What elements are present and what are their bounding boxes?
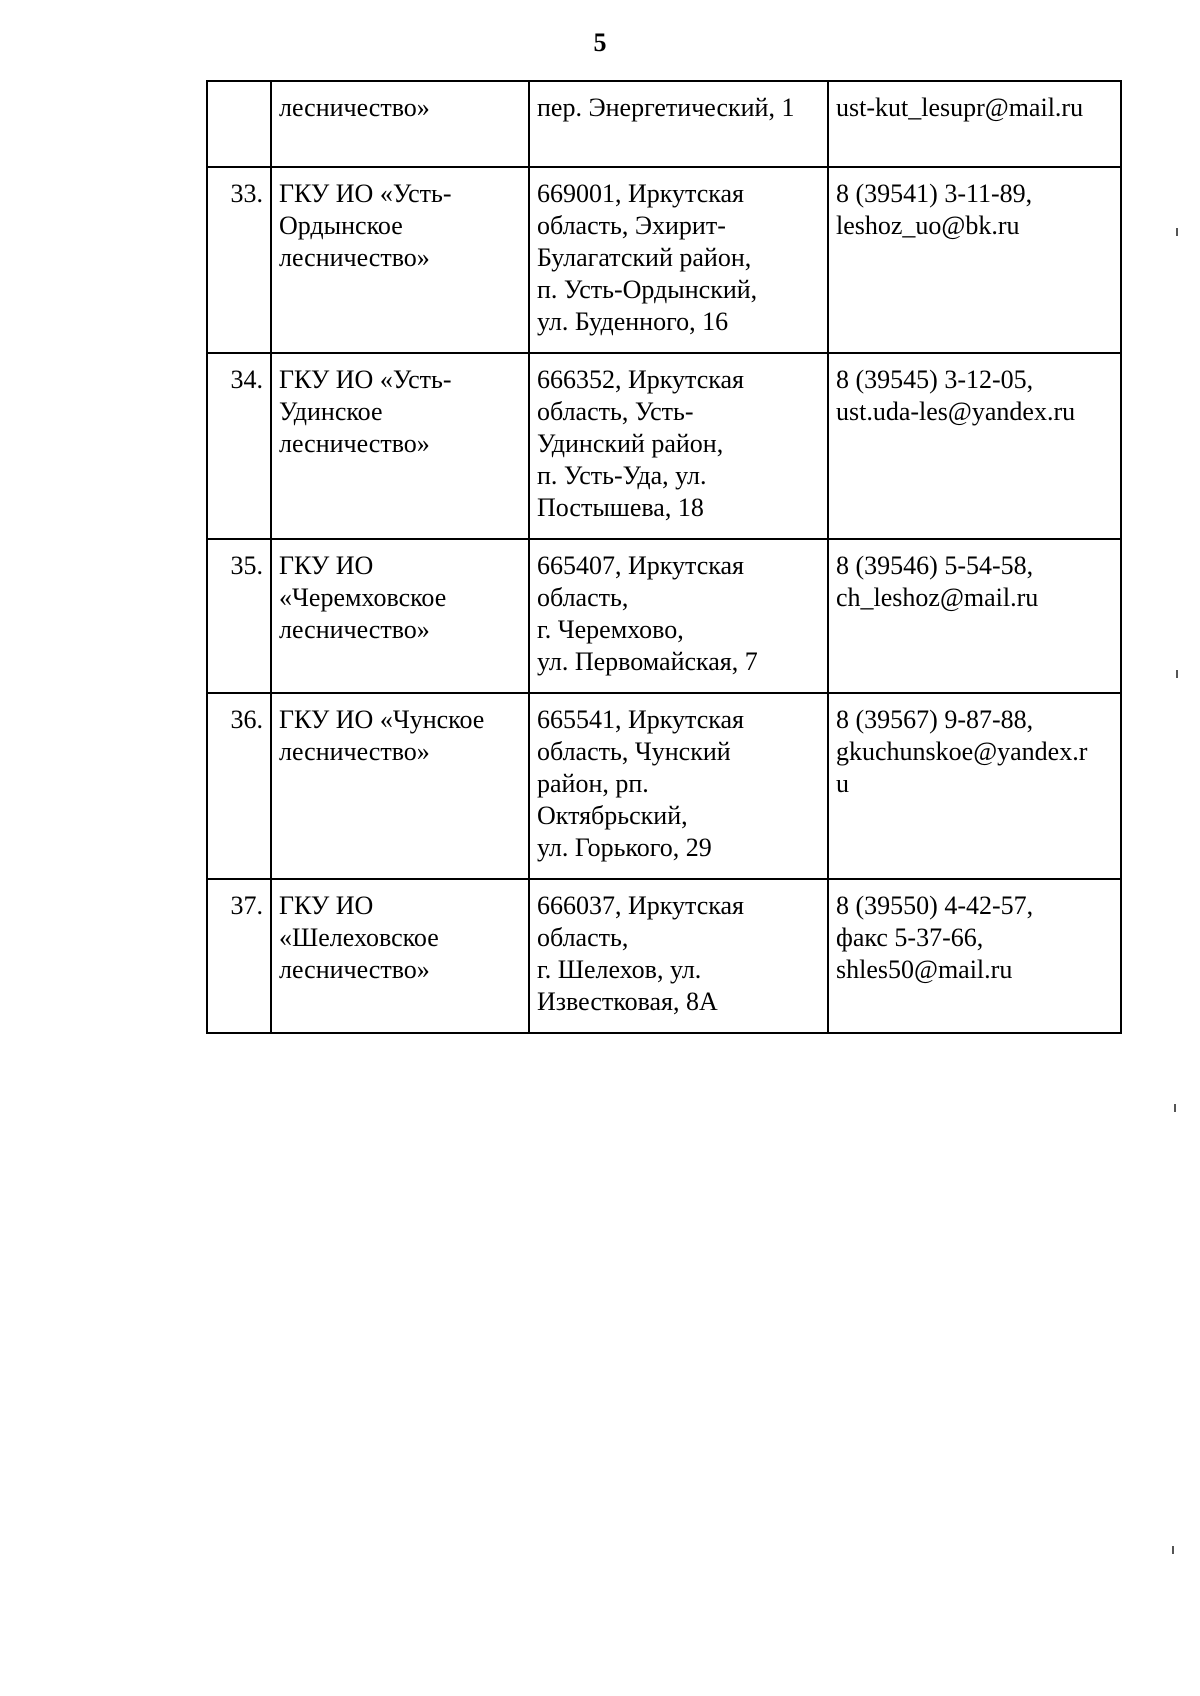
text-line: 8 (39546) 5-54-58, bbox=[836, 551, 1034, 580]
forestry-name bbox=[271, 539, 529, 693]
table-row bbox=[207, 167, 1121, 353]
table-row bbox=[207, 539, 1121, 693]
table-row bbox=[207, 353, 1121, 539]
row-number bbox=[207, 81, 271, 167]
scan-speck bbox=[1176, 228, 1178, 236]
text-line: Известковая, 8А bbox=[537, 987, 718, 1016]
text-line: leshoz_uo@bk.ru bbox=[836, 211, 1020, 240]
text-line: 666352, Иркутская bbox=[537, 365, 744, 394]
contacts bbox=[828, 879, 1121, 1033]
address bbox=[529, 693, 828, 879]
forestry-name bbox=[271, 879, 529, 1033]
text-line: 8 (39541) 3-11-89, bbox=[836, 179, 1033, 208]
contacts bbox=[828, 81, 1121, 167]
text-line: г. Шелехов, ул. bbox=[537, 955, 702, 984]
text-line: ГКУ ИО «Усть- bbox=[279, 365, 452, 394]
text-line: ch_leshoz@mail.ru bbox=[836, 583, 1039, 612]
address bbox=[529, 81, 828, 167]
contacts bbox=[828, 693, 1121, 879]
contacts bbox=[828, 539, 1121, 693]
address bbox=[529, 353, 828, 539]
text-line: Октябрьский, bbox=[537, 801, 688, 830]
forestry-name bbox=[271, 353, 529, 539]
text-line: 8 (39545) 3-12-05, bbox=[836, 365, 1034, 394]
page-number: 5 bbox=[593, 28, 607, 57]
text-line: область, bbox=[537, 583, 629, 612]
text-line: «Черемховское bbox=[279, 583, 447, 612]
text-line: ул. Буденного, 16 bbox=[537, 307, 729, 336]
row-number: 34. bbox=[207, 353, 271, 539]
forestry-registry-table bbox=[206, 80, 1122, 1034]
text-line: лесничество» bbox=[279, 93, 430, 122]
table-row bbox=[207, 693, 1121, 879]
row-number: 37. bbox=[207, 879, 271, 1033]
text-line: 665541, Иркутская bbox=[537, 705, 744, 734]
address bbox=[529, 539, 828, 693]
row-number: 36. bbox=[207, 693, 271, 879]
text-line: пер. Энергетический, 1 bbox=[537, 93, 795, 122]
text-line: область, Чунский bbox=[537, 737, 731, 766]
table-row bbox=[207, 879, 1121, 1033]
forestry-name bbox=[271, 81, 529, 167]
text-line: п. Усть-Уда, ул. bbox=[537, 461, 707, 490]
text-line: ust.uda-les@yandex.ru bbox=[836, 397, 1076, 426]
text-line: ГКУ ИО bbox=[279, 891, 374, 920]
text-line: Удинское bbox=[279, 397, 383, 426]
text-line: лесничество» bbox=[279, 737, 430, 766]
text-line: г. Черемхово, bbox=[537, 615, 684, 644]
text-line: ул. Первомайская, 7 bbox=[537, 647, 758, 676]
text-line: ГКУ ИО «Чунское bbox=[279, 705, 485, 734]
text-line: лесничество» bbox=[279, 615, 430, 644]
text-line: «Шелеховское bbox=[279, 923, 439, 952]
text-line: факс 5-37-66, bbox=[836, 923, 984, 952]
text-line: Ордынское bbox=[279, 211, 403, 240]
row-number: 33. bbox=[207, 167, 271, 353]
text-line: u bbox=[836, 769, 849, 798]
text-line: gkuchunskoe@yandex.r bbox=[836, 737, 1088, 766]
text-line: 8 (39567) 9-87-88, bbox=[836, 705, 1034, 734]
table-row bbox=[207, 81, 1121, 167]
text-line: лесничество» bbox=[279, 243, 430, 272]
text-line: 666037, Иркутская bbox=[537, 891, 744, 920]
text-line: область, Эхирит- bbox=[537, 211, 726, 240]
text-line: п. Усть-Ордынский, bbox=[537, 275, 758, 304]
text-line: 8 (39550) 4-42-57, bbox=[836, 891, 1034, 920]
contacts bbox=[828, 167, 1121, 353]
address bbox=[529, 879, 828, 1033]
text-line: ust-kut_lesupr@mail.ru bbox=[836, 93, 1084, 122]
forestry-name bbox=[271, 693, 529, 879]
text-line: Удинский район, bbox=[537, 429, 724, 458]
text-line: Булагатский район, bbox=[537, 243, 752, 272]
contacts bbox=[828, 353, 1121, 539]
text-line: ГКУ ИО bbox=[279, 551, 374, 580]
text-line: район, рп. bbox=[537, 769, 649, 798]
text-line: Постышева, 18 bbox=[537, 493, 704, 522]
text-line: shles50@mail.ru bbox=[836, 955, 1013, 984]
address bbox=[529, 167, 828, 353]
scan-speck bbox=[1176, 670, 1178, 678]
forestry-name bbox=[271, 167, 529, 353]
scan-speck bbox=[1172, 1546, 1174, 1554]
text-line: область, bbox=[537, 923, 629, 952]
text-line: 665407, Иркутская bbox=[537, 551, 744, 580]
row-number: 35. bbox=[207, 539, 271, 693]
scan-speck bbox=[1174, 1104, 1176, 1112]
text-line: лесничество» bbox=[279, 429, 430, 458]
text-line: 669001, Иркутская bbox=[537, 179, 744, 208]
text-line: лесничество» bbox=[279, 955, 430, 984]
text-line: ул. Горького, 29 bbox=[537, 833, 712, 862]
text-line: область, Усть- bbox=[537, 397, 694, 426]
text-line: ГКУ ИО «Усть- bbox=[279, 179, 452, 208]
